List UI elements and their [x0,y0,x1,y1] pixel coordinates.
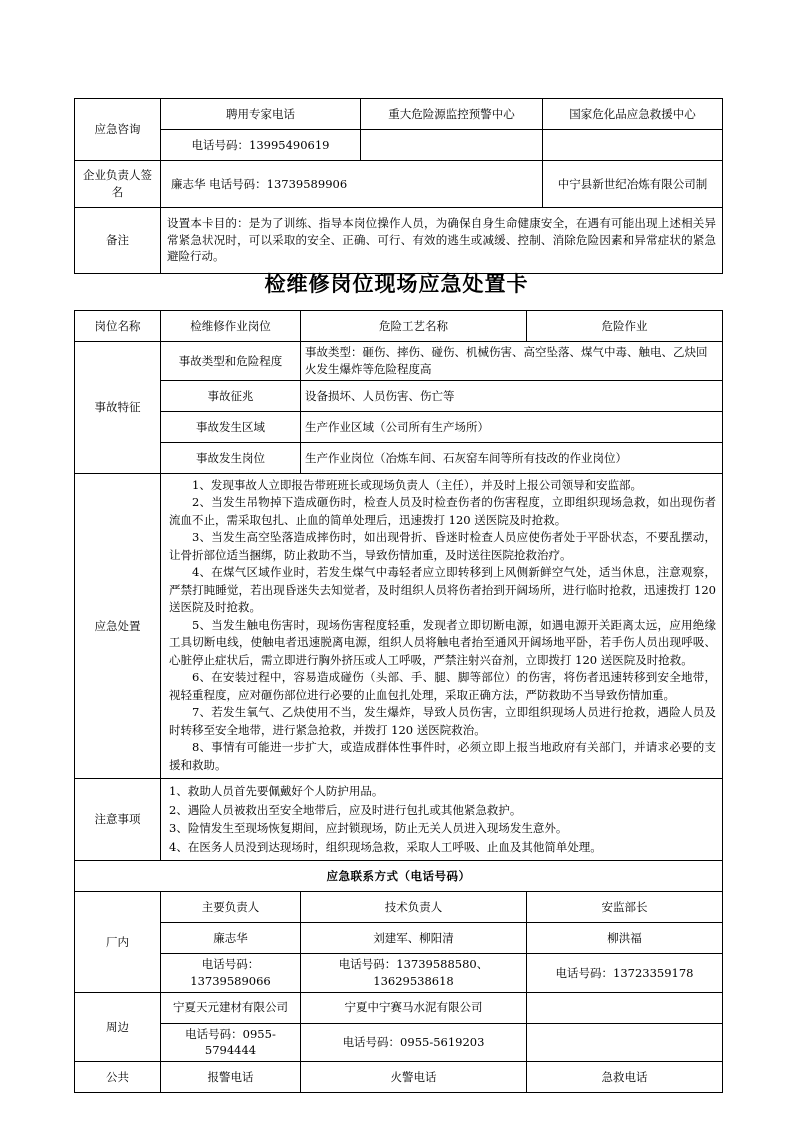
internal-role-safety-cell: 安监部长 [527,892,723,923]
public-police-cell: 报警电话 [161,1062,301,1093]
emergency-item: 3、当发生高空坠落造成摔伤时，如出现骨折、昏迷时检查人员应使伤者处于平卧状态，不要乱摆动，让骨折部位适当捆绑，防止救助不当，导致伤情加重，及时送往医院抢救治疗。 [169,530,716,562]
emergency-consult-table [74,98,723,274]
table-row [75,99,723,130]
public-label-cell: 公共 [75,1062,161,1093]
hazard-process-value-cell: 危险作业 [527,311,723,342]
table-row [75,311,723,342]
accident-sign-label-cell: 事故征兆 [161,381,301,412]
public-ambulance-cell: 急救电话 [527,1062,723,1093]
internal-role-tech-cell: 技术负责人 [301,892,527,923]
table-row [75,954,723,992]
emergency-item: 2、当发生吊物掉下造成砸伤时，检查人员及时检查伤者的伤害程度，立即组织现场急救，如出现伤者流血不止，需采取包扎、止血的简单处理后，迅速拨打 120 送医院及时抢救。 [169,495,716,527]
table-row [75,443,723,474]
table-row [75,1062,723,1093]
page-title: 检维修岗位现场应急处置卡 [264,272,529,296]
hazard-process-label-cell: 危险工艺名称 [301,311,527,342]
note-item: 1、救助人员首先要佩戴好个人防护用品。 [169,783,384,798]
accident-area-value-cell: 生产作业区域（公司所有生产场所） [301,412,723,443]
company-name-cell: 中宁县新世纪冶炼有限公司制 [543,161,723,208]
major-hazard-center-cell: 重大危险源监控预警中心 [361,99,543,130]
accident-post-label-cell: 事故发生岗位 [161,443,301,474]
contact-section-header-cell: 应急联系方式（电话号码） [75,861,723,892]
internal-phone-tech-cell: 电话号码：13739588580、13629538618 [301,954,527,992]
remark-label-cell: 备注 [75,208,161,274]
table-row [75,778,723,861]
internal-name-tech-cell: 刘建军、柳阳清 [301,923,527,954]
accident-area-label-cell: 事故发生区域 [161,412,301,443]
accident-sign-value-cell: 设备损坏、人员伤害、伤亡等 [301,381,723,412]
nearby-phone-1-cell: 电话号码：0955-5794444 [161,1023,301,1061]
note-item: 2、遇险人员被救出至安全地带后，应及时进行包扎或其他紧急救护。 [169,802,522,817]
table-row [75,923,723,954]
post-name-label-cell: 岗位名称 [75,311,161,342]
nearby-phone-3-cell [527,1023,723,1061]
table-row [75,130,723,161]
table-row [75,1023,723,1061]
emergency-item: 8、事情有可能进一步扩大，或造成群体性事件时，必须立即上报当地政府有关部门，并请求必要的支援和救助。 [169,740,716,772]
emergency-consult-table-wrap [74,98,722,274]
note-item: 4、在医务人员没到达现场时，组织现场急救，采取人工呼吸、止血及其他简单处理。 [169,839,602,854]
accident-type-label-cell: 事故类型和危险程度 [161,342,301,381]
nearby-phone-2-cell: 电话号码：0955-5619203 [301,1023,527,1061]
notes-body-cell [161,778,723,861]
nearby-company-3-cell [527,992,723,1023]
internal-name-main-cell: 廉志华 [161,923,301,954]
emergency-card-table [74,310,723,1093]
nearby-company-2-cell: 宁夏中宁赛马水泥有限公司 [301,992,527,1023]
table-row [75,208,723,274]
table-row [75,381,723,412]
signature-label-cell: 企业负责人签名 [75,161,161,208]
internal-label-cell: 厂内 [75,892,161,992]
public-fire-cell: 火警电话 [301,1062,527,1093]
emergency-card-table-wrap [74,310,722,1093]
accident-feature-label-cell: 事故特征 [75,342,161,474]
consult-label-cell: 应急咨询 [75,99,161,161]
major-hazard-center-blank-cell [361,130,543,161]
table-row [75,992,723,1023]
table-row [75,342,723,381]
emergency-item: 6、在安装过程中，容易造成碰伤（头部、手、腿、脚等部位）的伤害，将伤者迅速转移到安全地带，视轻重程度，应对砸伤部位进行必要的止血包扎处理，采取正确方法，严防救助不当导致伤情加重。 [169,670,716,702]
internal-phone-safety-cell: 电话号码：13723359178 [527,954,723,992]
national-chem-center-blank-cell [543,130,723,161]
national-chem-center-cell: 国家危化品应急救援中心 [543,99,723,130]
expert-phone-value-cell: 电话号码：13995490619 [161,130,361,161]
emergency-item: 4、在煤气区域作业时，若发生煤气中毒轻者应立即转移到上风侧新鲜空气处，适当休息，注意观察，严禁打盹睡觉，若出现昏迷失去知觉者，及时组织人员将伤者抬到开阔场所，进行临时抢救，迅速拨打 120 送医院及时抢救。 [169,565,716,615]
emergency-handling-label-cell: 应急处置 [75,474,161,779]
table-row [75,474,723,779]
expert-phone-label-cell: 聘用专家电话 [161,99,361,130]
notes-label-cell: 注意事项 [75,778,161,861]
table-row [75,412,723,443]
note-item: 3、险情发生至现场恢复期间，应封锁现场，防止无关人员进入现场发生意外。 [169,821,568,836]
internal-phone-main-cell: 电话号码：13739589066 [161,954,301,992]
remark-text-cell: 设置本卡目的：是为了训练、指导本岗位操作人员，为确保自身生命健康安全，在遇有可能出现上述相关异常紧急状况时，可以采取的安全、正确、可行、有效的逃生或减缓、控制、消除危险因素和异常症状的紧急避险行动。 [161,208,723,274]
table-row [75,161,723,208]
accident-type-value-cell: 事故类型：砸伤、摔伤、碰伤、机械伤害、高空坠落、煤气中毒、触电、乙炔回火发生爆炸等危险程度高 [301,342,723,381]
emergency-item: 1、发现事故人立即报告带班班长或现场负责人（主任），并及时上报公司领导和安监部。 [192,478,643,492]
emergency-item: 7、若发生氧气、乙炔使用不当，发生爆炸，导致人员伤害，立即组织现场人员进行抢救，遇险人员及时转移至安全地带，进行紧急抢救，并拨打 120 送医院救治。 [169,705,716,737]
nearby-label-cell: 周边 [75,992,161,1061]
post-name-value-cell: 检维修作业岗位 [161,311,301,342]
nearby-company-1-cell: 宁夏天元建材有限公司 [161,992,301,1023]
internal-role-main-cell: 主要负责人 [161,892,301,923]
signature-value-cell: 廉志华 电话号码：13739589906 [161,161,543,208]
emergency-handling-body-cell [161,474,723,779]
emergency-item: 5、当发生触电伤害时，现场伤害程度轻重，发现者立即切断电源，如遇电源开关距离太远，应用绝缘工具切断电线，使触电者迅速脱离电源，组织人员将触电者抬至通风开阔场地平卧，若手伤人员出现呼吸、心脏停止症状后，需立即进行胸外挤压或人工呼吸，严禁注射兴奋剂，立即拨打 120 送医院及时抢救。 [169,617,716,667]
internal-name-safety-cell: 柳洪福 [527,923,723,954]
accident-post-value-cell: 生产作业岗位（冶炼车间、石灰窑车间等所有技改的作业岗位） [301,443,723,474]
table-row [75,861,723,892]
table-row [75,892,723,923]
